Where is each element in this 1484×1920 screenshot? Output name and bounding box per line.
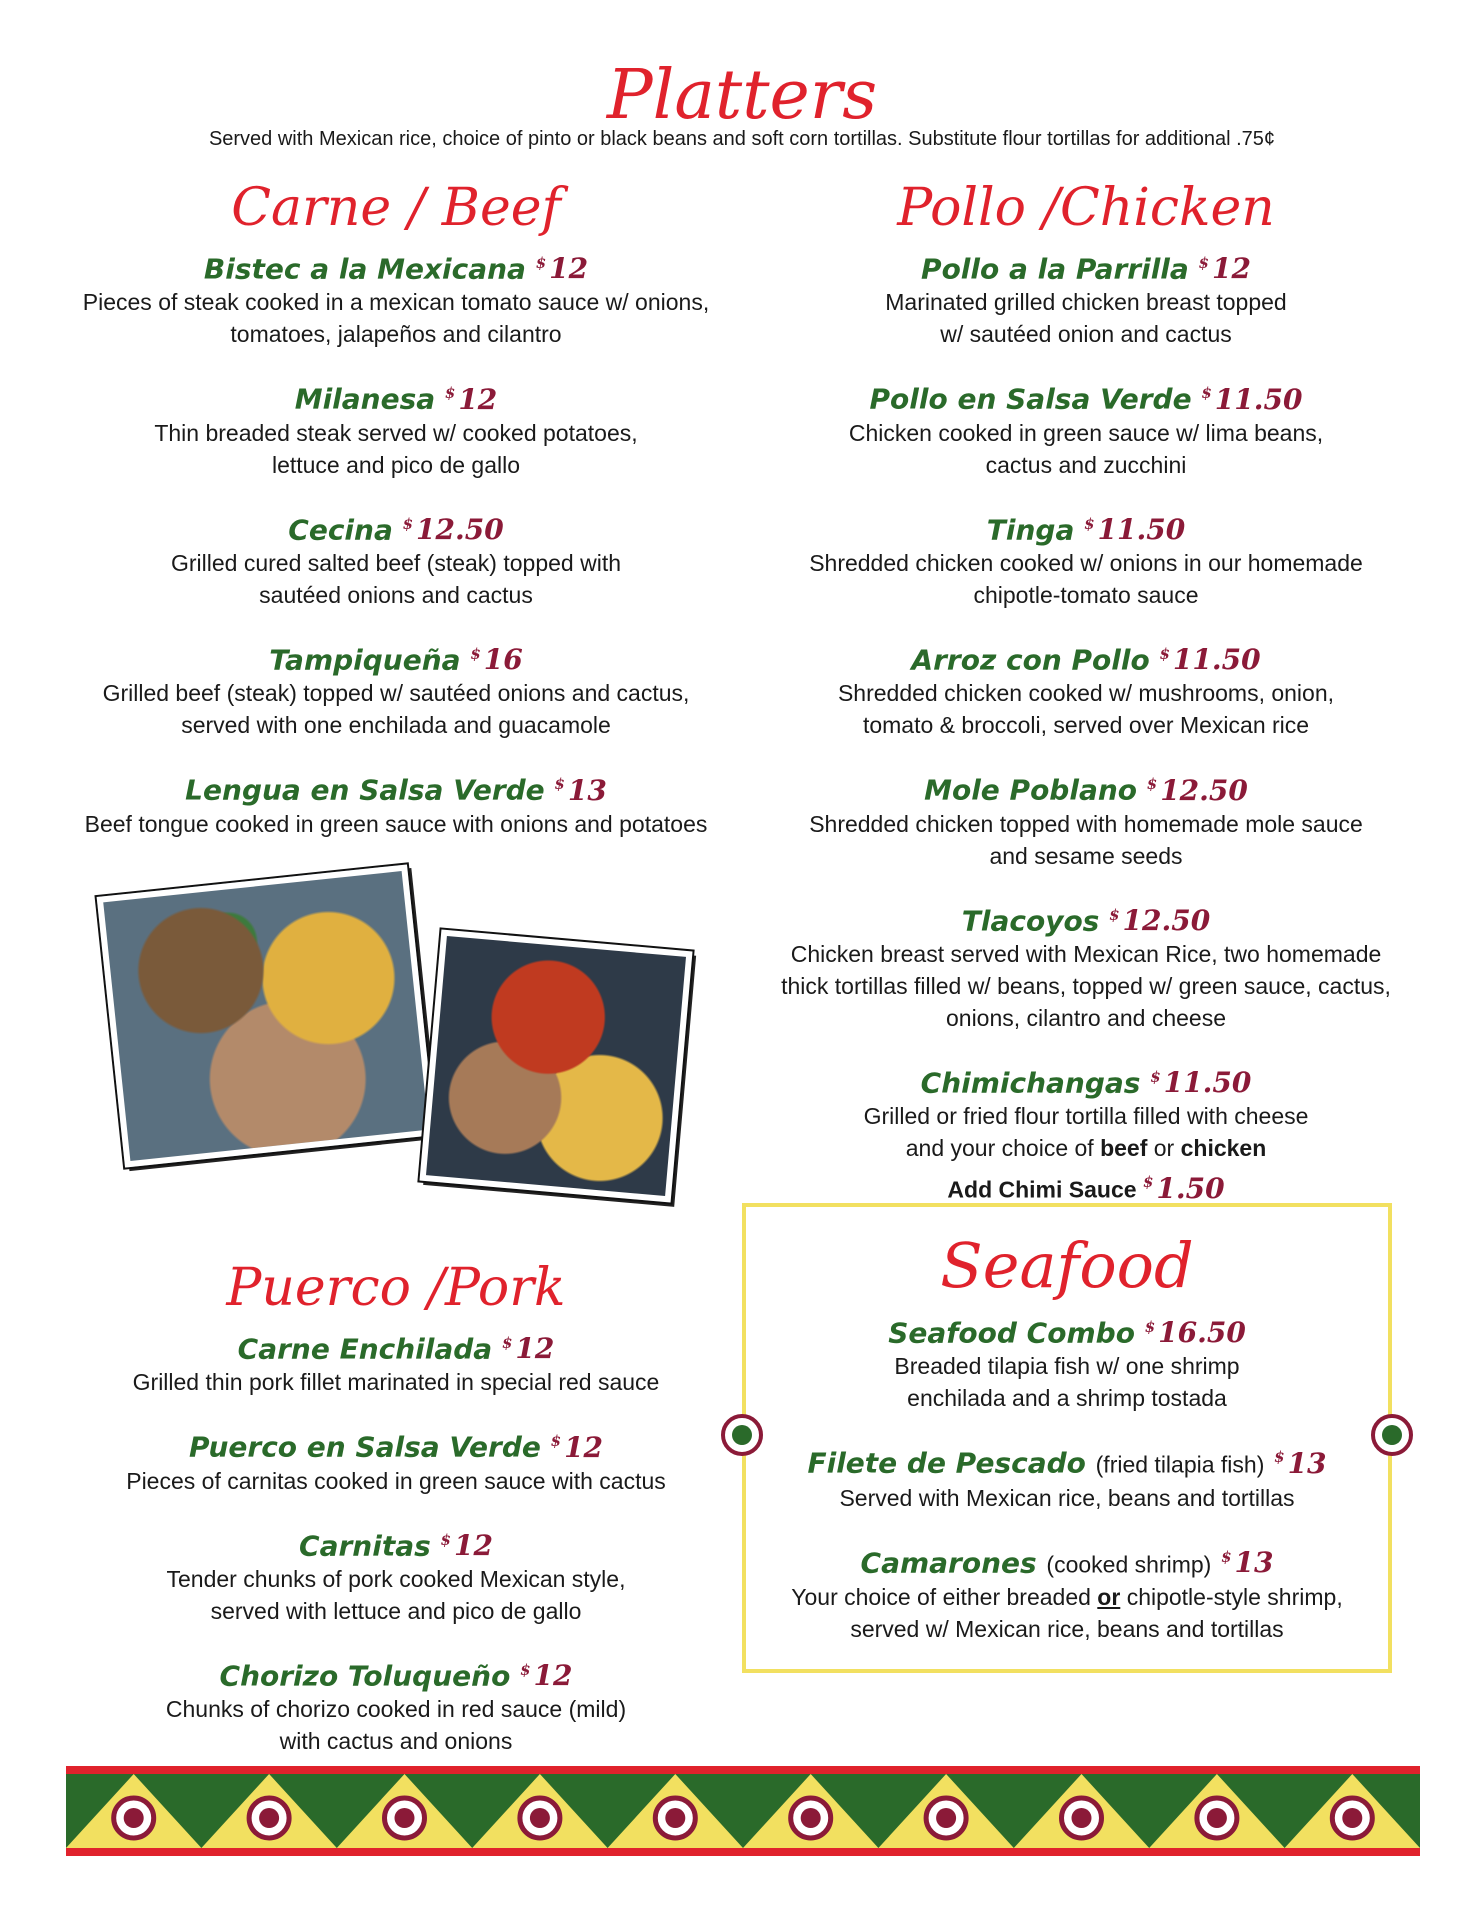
menu-item <box>756 1440 1378 1513</box>
beef-items <box>56 246 736 840</box>
item-name: Tlacoyos <box>961 903 1100 937</box>
item-description: Served with Mexican rice, beans and tortillas <box>839 1484 1295 1511</box>
item-name: Camarones <box>860 1545 1037 1579</box>
item-note: (fried tilapia fish) <box>1095 1451 1265 1478</box>
pork-section <box>56 1258 736 1783</box>
item-name: Carnitas <box>299 1528 431 1562</box>
beef-section <box>56 178 736 866</box>
menu-item-camarones <box>756 1540 1378 1645</box>
food-photo-red-sauce-platter <box>419 929 692 1202</box>
food-photos <box>110 860 710 1200</box>
item-price: $ 12.50 <box>1109 903 1211 937</box>
item-description: Your choice of either breaded or chipotle-style shrimp, served w/ Mexican rice, beans and tortillas <box>791 1583 1343 1642</box>
item-price: $ 12 <box>440 1528 493 1562</box>
menu-item <box>56 1653 736 1757</box>
decorative-banner <box>66 1766 1420 1856</box>
item-description: Grilled thin pork fillet marinated in special red sauce <box>132 1369 660 1396</box>
item-description: Shredded chicken cooked w/ onions in our homemade chipotle-tomato sauce <box>809 549 1363 608</box>
item-description: Grilled beef (steak) topped w/ sautéed onions and cactus, served with one enchilada and guacamole <box>102 680 690 739</box>
item-price: $ 12.50 <box>1146 773 1248 807</box>
item-name: Pollo a la Parrilla <box>921 252 1189 286</box>
chicken-items <box>746 246 1426 1034</box>
item-description: Pieces of carnitas cooked in green sauce with cactus <box>126 1467 666 1494</box>
banner-circle-center <box>801 1808 821 1828</box>
banner-circle-center <box>124 1808 144 1828</box>
item-name: Pollo en Salsa Verde <box>869 382 1192 416</box>
item-price: $ 11.50 <box>1150 1066 1252 1100</box>
seafood-box <box>742 1203 1392 1673</box>
item-price: $ 12 <box>1198 252 1251 286</box>
item-price: $ 13 <box>1274 1446 1327 1480</box>
item-name: Cecina <box>288 512 393 546</box>
chicken-section <box>746 178 1426 1232</box>
item-description: Chicken breast served with Mexican Rice, two homemade thick tortillas filled w/ beans, topped w/ green sauce, cactus, onions, cilantro and cheese <box>781 940 1391 1031</box>
banner-circle-center <box>530 1808 550 1828</box>
page-title: Platters <box>606 56 878 135</box>
item-price: $ 12 <box>535 252 589 286</box>
menu-item <box>746 507 1426 611</box>
item-price: $ 12.50 <box>402 512 504 546</box>
menu-item <box>56 1424 736 1496</box>
item-price: $ 13 <box>1221 1545 1274 1579</box>
banner-top-stripe <box>66 1766 1420 1774</box>
item-description: Breaded tilapia fish w/ one shrimp enchilada and a shrimp tostada <box>894 1353 1240 1412</box>
item-price: $ 12 <box>550 1430 604 1464</box>
item-price: $ 11.50 <box>1201 382 1303 416</box>
item-description: Chunks of chorizo cooked in red sauce (mild) with cactus and onions <box>165 1696 627 1755</box>
item-description: Grilled or fried flour tortilla filled with cheese and your choice of beef or chicken <box>863 1103 1309 1162</box>
item-description: Chicken cooked in green sauce w/ lima beans, cactus and zucchini <box>848 419 1324 478</box>
item-note: (cooked shrimp) <box>1046 1550 1212 1577</box>
menu-item <box>746 376 1426 480</box>
item-description: Beef tongue cooked in green sauce with onions and potatoes <box>84 810 708 837</box>
beef-section-title: Carne / Beef <box>231 178 561 238</box>
item-price: $ 11.50 <box>1159 643 1261 677</box>
menu-item <box>56 376 736 480</box>
menu-item <box>746 767 1426 871</box>
menu-item <box>746 898 1426 1034</box>
banner-circle-center <box>1072 1808 1092 1828</box>
item-price: $ 12 <box>501 1332 555 1366</box>
banner-circle-center <box>665 1808 685 1828</box>
item-name: Mole Poblano <box>924 773 1138 807</box>
menu-item <box>56 637 736 741</box>
item-description: Shredded chicken topped with homemade mole sauce and sesame seeds <box>809 810 1363 869</box>
seafood-section <box>756 1229 1378 1671</box>
pork-section-title: Puerco /Pork <box>226 1258 566 1318</box>
item-name: Bistec a la Mexicana <box>203 252 526 286</box>
item-name: Lengua en Salsa Verde <box>185 773 545 807</box>
item-name: Arroz con Pollo <box>911 643 1150 677</box>
item-price: $ 16.50 <box>1144 1316 1246 1350</box>
food-photo-steak-platter <box>97 864 436 1167</box>
item-price: $ 13 <box>554 773 607 807</box>
banner-circle-center <box>1207 1808 1227 1828</box>
item-name: Tinga <box>986 512 1075 546</box>
item-name: Chorizo Toluqueño <box>219 1659 511 1693</box>
seafood-items <box>756 1310 1378 1514</box>
item-price: $ 16 <box>470 643 523 677</box>
item-description: Grilled cured salted beef (steak) topped with sautéed onions and cactus <box>170 549 622 608</box>
menu-item <box>56 507 736 611</box>
menu-item-chimichangas <box>746 1060 1426 1206</box>
banner-bottom-stripe <box>66 1848 1420 1856</box>
menu-item <box>56 246 736 350</box>
chicken-section-title: Pollo /Chicken <box>897 178 1275 238</box>
item-description: Thin breaded steak served w/ cooked potatoes, lettuce and pico de gallo <box>154 419 638 478</box>
item-name: Milanesa <box>294 382 436 416</box>
banner-circle-center <box>395 1808 415 1828</box>
banner-circle-center <box>936 1808 956 1828</box>
menu-item <box>56 1523 736 1627</box>
banner-circle-center <box>259 1808 279 1828</box>
banner-circle-center <box>1342 1808 1362 1828</box>
item-name: Seafood Combo <box>888 1316 1135 1350</box>
item-description: Tender chunks of pork cooked Mexican style, served with lettuce and pico de gallo <box>166 1565 626 1624</box>
menu-item <box>756 1310 1378 1414</box>
menu-item <box>56 767 736 839</box>
item-description: Marinated grilled chicken breast topped w/ sautéed onion and cactus <box>885 289 1287 348</box>
page-subtitle: Served with Mexican rice, choice of pinto or black beans and soft corn tortillas. Substitute flour tortillas for additional .75¢ <box>208 128 1276 150</box>
item-name: Carne Enchilada <box>237 1332 493 1366</box>
item-name: Filete de Pescado <box>807 1446 1086 1480</box>
item-name: Chimichangas <box>920 1066 1141 1100</box>
item-price: $ 12 <box>520 1659 573 1693</box>
menu-item <box>746 246 1426 350</box>
item-price: $ 11.50 <box>1084 512 1186 546</box>
item-description: Shredded chicken cooked w/ mushrooms, onion, tomato & broccoli, served over Mexican rice <box>837 680 1335 739</box>
add-chimi-sauce: Add Chimi Sauce $ 1.50 <box>947 1171 1225 1205</box>
seafood-section-title: Seafood <box>940 1229 1194 1302</box>
menu-item <box>746 637 1426 741</box>
item-name: Puerco en Salsa Verde <box>188 1430 541 1464</box>
item-price: $ 12 <box>444 382 498 416</box>
item-name: Tampiqueña <box>269 643 461 677</box>
item-description: Pieces of steak cooked in a mexican tomato sauce w/ onions, tomatoes, jalapeños and cilantro <box>82 289 710 348</box>
pork-items <box>56 1326 736 1757</box>
menu-item <box>56 1326 736 1398</box>
